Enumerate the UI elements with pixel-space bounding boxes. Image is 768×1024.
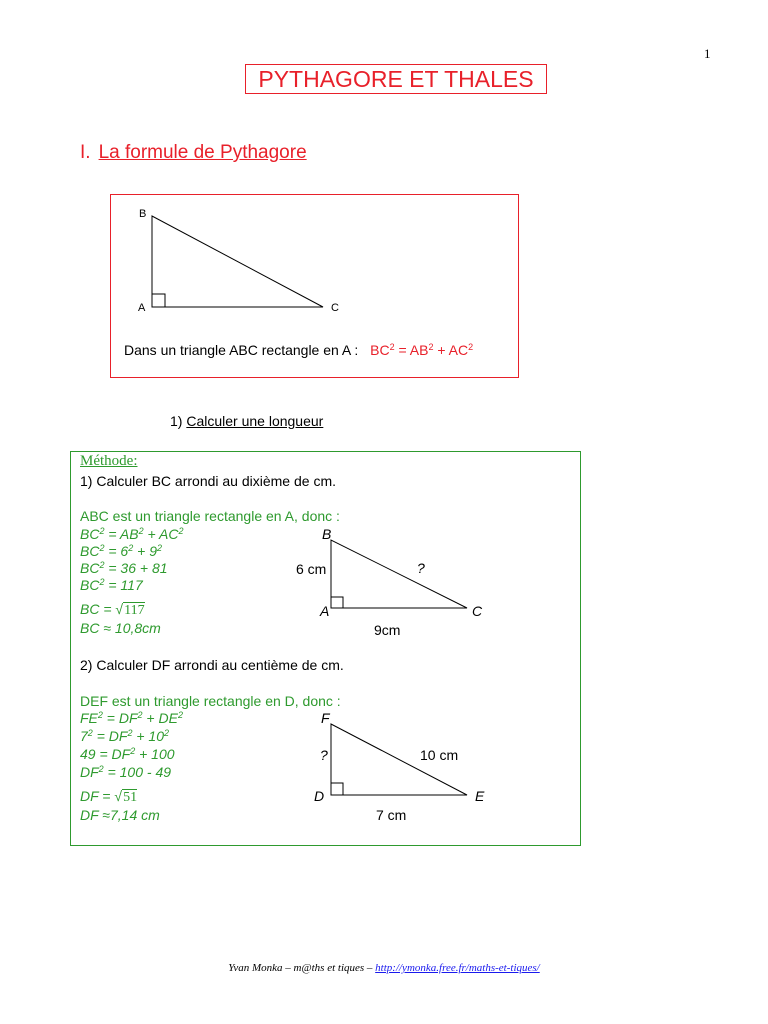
example2-vertex-d: D [314,788,325,804]
example1-step-1: $BC^2 = AB^2 + AC^2$ [80,526,184,542]
subsection-heading [170,413,323,429]
theorem-statement [124,342,473,358]
example2-sqrt-line: DF = √51 [80,788,138,805]
example1-sqrt-line: BC = √117 [80,601,145,618]
example2-side-de: 7 cm [376,807,407,823]
example1-intro: ABC est un triangle rectangle en A, donc : [80,508,340,524]
page-title: PYTHAGORE ET THALES [245,64,547,94]
example2-question: 2) Calculer DF arrondi au centième de cm. [80,657,344,673]
subsection-label: Calculer une longueur [186,413,324,429]
page-number: 1 [704,46,711,61]
example2-vertex-e: E [475,788,485,804]
footer-text: Yvan Monka – m@ths et tiques – [228,962,376,974]
theorem-triangle [152,216,323,307]
example2-step-3: $49 = DF^2 + 100$ [80,746,175,762]
example2-side-df: ? [320,747,328,763]
example1-step-2: $BC^2 = 6^2 + 9^2$ [80,543,162,559]
example2-vertex-f: F [321,710,330,726]
example2-step-1: $FE^2 = DF^2 + DE^2$ [80,710,183,726]
vertex-c-label: C [331,302,339,314]
example2-step-4: $DF^2 = 100 - 49$ [80,764,172,780]
right-angle-marker [152,294,165,307]
example1-vertex-c: C [472,603,483,619]
method-title: Méthode: [80,453,138,469]
footer-link[interactable]: http://ymonka.free.fr/maths-et-tiques/ [375,962,540,974]
section-number: I. [80,142,91,163]
section-label: La formule de Pythagore [98,142,307,163]
example1-question: 1) Calculer BC arrondi au dixième de cm. [80,473,336,489]
example2-intro: DEF est un triangle rectangle en D, donc : [80,693,341,709]
example2-step-2: $7^2 = DF^2 + 10^2$ [80,728,169,744]
example1-side-bc: ? [417,560,425,576]
subsection-number: 1) [170,413,183,429]
theorem-text: Dans un triangle ABC rectangle en A : [124,342,359,358]
vertex-b-label: B [139,208,147,220]
triangle-abc-shape [152,216,323,307]
example1-vertex-a: A [320,603,330,619]
example1-result: BC ≈ 10,8cm [80,620,161,636]
example2-side-fe: 10 cm [420,747,459,763]
example1-step-3: $BC^2 = 36 + 81$ [80,560,168,576]
pythagore-formula: $BC^2 = AB^2 + AC^2$ [370,342,474,358]
example1-side-ab: 6 cm [296,561,327,577]
footer [0,962,768,974]
example2-result: DF ≈7,14 cm [80,807,160,823]
vertex-a-label: A [138,302,146,314]
example1-vertex-b: B [322,526,332,542]
example1-step-4: $BC^2 = 117$ [80,577,143,593]
example1-side-ac: 9cm [374,622,401,638]
